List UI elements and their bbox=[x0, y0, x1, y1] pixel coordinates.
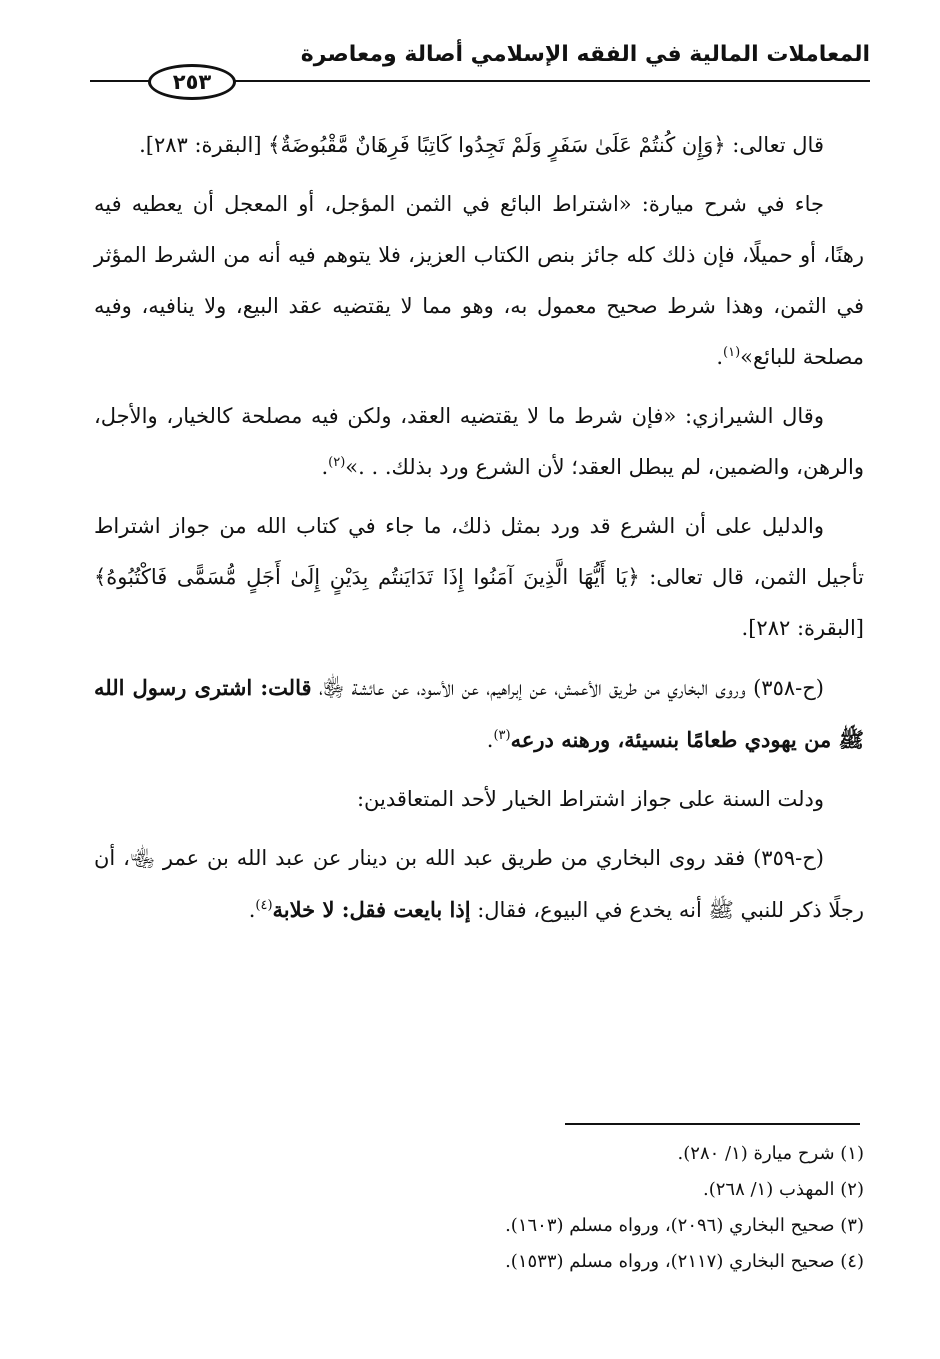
footnote-1: (١) شرح ميارة (١/ ٢٨٠). bbox=[677, 1143, 864, 1164]
paragraph-3-text: وقال الشيرازي: «فإن شرط ما لا يقتضيه العقد، ولكن فيه مصلحة كالخيار، والأجل، والرهن، والضمين، لم يبطل العقد؛ لأن الشرع ورد بذلك. . .» bbox=[94, 404, 864, 479]
footnote-rule bbox=[565, 1123, 860, 1125]
footnote-ref-4[interactable]: (٤) bbox=[255, 898, 273, 913]
footnote-ref-1[interactable]: (١) bbox=[723, 345, 741, 360]
paragraph-5-end: . bbox=[486, 728, 494, 752]
paragraph-2-end: . bbox=[716, 345, 723, 369]
footnote-4: (٤) صحيح البخاري (٢١١٧)، ورواه مسلم (١٥٣٣). bbox=[505, 1251, 864, 1272]
paragraph-1: قال تعالى: ﴿وَإِن كُنتُمْ عَلَىٰ سَفَرٍ وَلَمْ تَجِدُوا كَاتِبًا فَرِهَانٌ مَّقْبُوضَةٌ﴾ [البقرة: ٢٨٣]. bbox=[139, 133, 824, 157]
page-number: ٢٥٣ bbox=[148, 64, 236, 100]
paragraph-7-text: (ح-٣٥٩) فقد روى البخاري من طريق عبد الله بن دينار عن عبد الله بن عمر ﵄، أن رجلًا ذكر للنبي ﷺ أنه يخدع في البيوع، فقال: bbox=[94, 846, 864, 922]
hadith-quote-1: قالت: اشترى رسول الله ﷺ من يهودي طعامًا بنسيئة، ورهنه درعه bbox=[94, 675, 864, 752]
paragraph-4: والدليل على أن الشرع قد ورد بمثل ذلك، ما جاء في كتاب الله من جواز اشتراط تأجيل الثمن، قال تعالى: ﴿يَا أَيُّهَا الَّذِينَ آمَنُوا إِذَا تَدَايَنتُم بِدَيْنٍ إِلَىٰ أَجَلٍ مُّسَمًّى فَاكْتُبُوهُ﴾ [البقرة: ٢٨٢]. bbox=[94, 514, 864, 640]
paragraph-5-text: (ح-٣٥٨) وروى البخاري من طريق الأعمش، عن إبراهيم، عن الأسود، عن عائشة ﵂، bbox=[311, 676, 824, 700]
paragraph-3 bbox=[94, 391, 864, 493]
footnotes bbox=[94, 1136, 864, 1280]
paragraph-2 bbox=[94, 179, 864, 383]
paragraph-3-end: . bbox=[321, 455, 329, 479]
paragraph-7 bbox=[94, 833, 864, 936]
hadith-quote-2: إذا بايعت فقل: لا خلابة bbox=[272, 897, 471, 922]
paragraph-7-end: . bbox=[248, 898, 256, 922]
paragraph-6: ودلت السنة على جواز اشتراط الخيار لأحد المتعاقدين: bbox=[356, 787, 824, 811]
footnote-ref-3[interactable]: (٣) bbox=[493, 728, 511, 743]
main-text bbox=[94, 120, 864, 944]
footnote-3: (٣) صحيح البخاري (٢٠٩٦)، ورواه مسلم (١٦٠٣). bbox=[505, 1215, 864, 1236]
footnote-2: (٢) المهذب (١/ ٢٦٨). bbox=[702, 1179, 864, 1200]
running-header: المعاملات المالية في الفقه الإسلامي أصالة ومعاصرة bbox=[300, 42, 870, 67]
paragraph-2-text: جاء في شرح ميارة: «اشتراط البائع في الثمن المؤجل، أو المعجل أن يعطيه فيه رهنًا، أو حميلًا، فإن ذلك كله جائز بنص الكتاب العزيز، فلا يتوهم فيه أنه من الشرط المؤثر في الثمن، وهذا شرط صحيح معمول به، وهو مما لا يقتضيه عقد البيع، ولا ينافيه، وفيه مصلحة للبائع» bbox=[94, 192, 864, 369]
footnote-ref-2[interactable]: (٢) bbox=[328, 455, 346, 470]
paragraph-5 bbox=[94, 662, 864, 766]
